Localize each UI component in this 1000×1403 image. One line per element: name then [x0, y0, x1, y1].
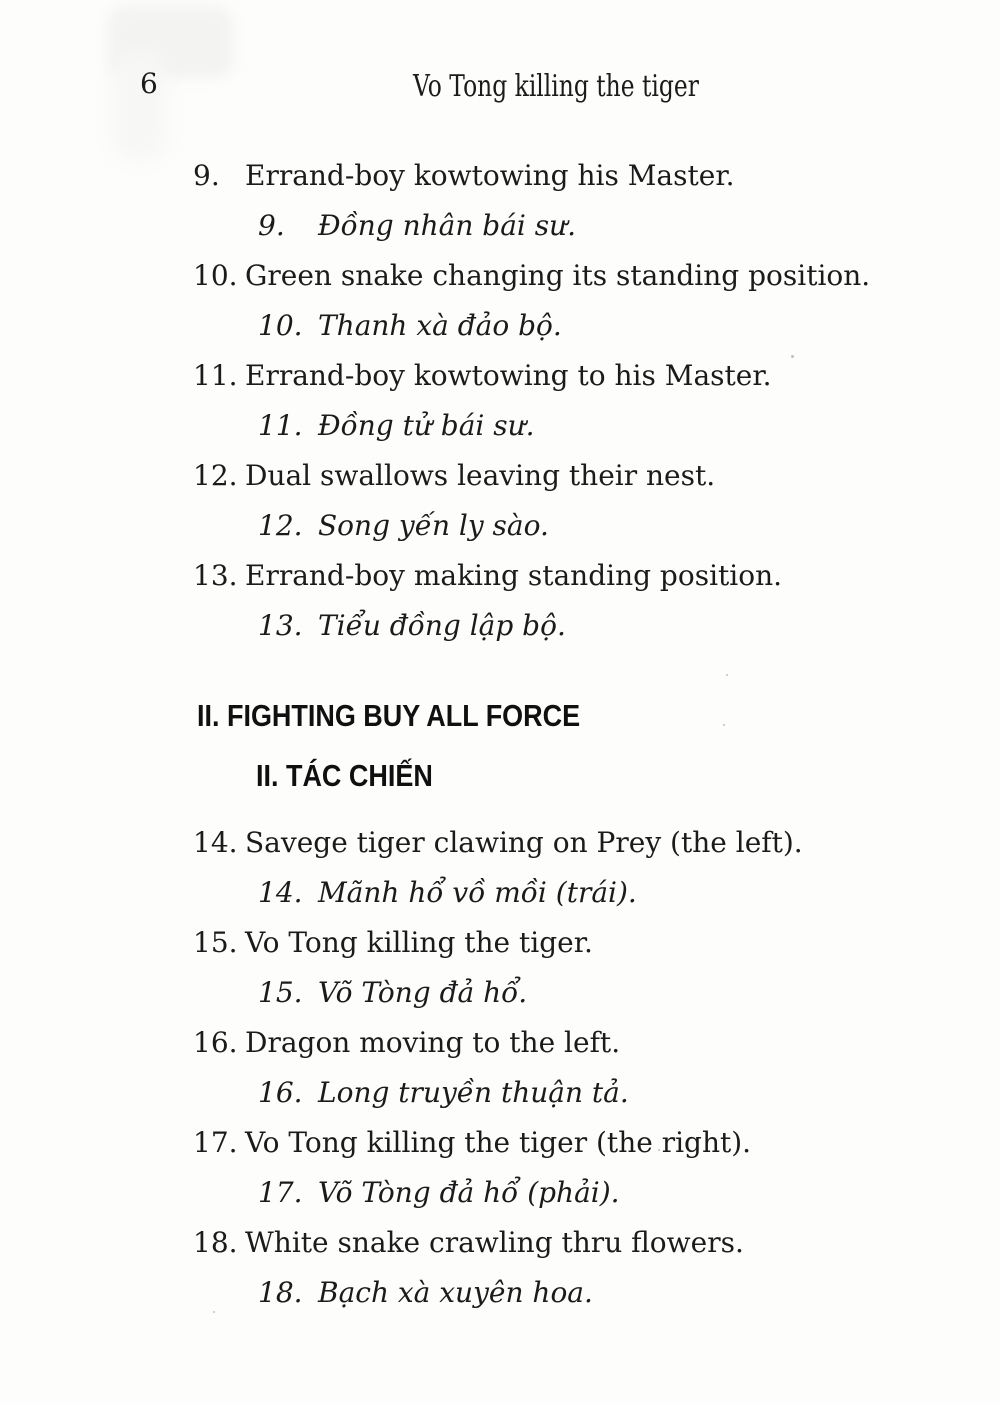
item-text-en: Errand-boy kowtowing his Master.	[245, 159, 735, 192]
item-number-vi: 9.	[258, 209, 285, 242]
item-number-en: 11.	[193, 359, 238, 392]
item-number-en: 14.	[193, 826, 238, 859]
item-number-vi: 10.	[258, 309, 303, 342]
item-text-vi: Võ Tòng đả hổ.	[318, 976, 528, 1009]
item-number-vi: 15.	[258, 976, 303, 1009]
list-item	[0, 151, 1000, 251]
item-line-english	[0, 1018, 1000, 1068]
item-line-english	[0, 251, 1000, 301]
item-text-en: Errand-boy making standing position.	[245, 559, 783, 592]
item-text-vi: Bạch xà xuyên hoa.	[318, 1276, 593, 1309]
item-text-vi: Mãnh hổ vồ mồi (trái).	[318, 876, 637, 909]
item-line-vietnamese	[0, 501, 1000, 551]
list-item	[0, 451, 1000, 551]
list-item	[0, 351, 1000, 451]
list-item	[0, 1118, 1000, 1218]
item-line-vietnamese	[0, 968, 1000, 1018]
item-text-vi: Võ Tòng đả hổ (phải).	[318, 1176, 620, 1209]
item-line-vietnamese	[0, 868, 1000, 918]
item-text-en: Savege tiger clawing on Prey (the left).	[245, 826, 803, 859]
item-number-vi: 16.	[258, 1076, 303, 1109]
item-line-vietnamese	[0, 301, 1000, 351]
item-line-english	[0, 1118, 1000, 1168]
item-text-vi: Tiểu đồng lập bộ.	[318, 609, 566, 642]
item-number-en: 9.	[193, 159, 220, 192]
scan-speck	[726, 674, 728, 676]
item-line-vietnamese	[0, 401, 1000, 451]
list-item	[0, 818, 1000, 918]
item-line-vietnamese	[0, 1168, 1000, 1218]
list-item	[0, 1018, 1000, 1118]
running-header: Vo Tong killing the tiger	[413, 69, 699, 104]
section-heading-en: II. FIGHTING BUY ALL FORCE	[197, 698, 581, 733]
item-number-vi: 17.	[258, 1176, 303, 1209]
item-number-vi: 18.	[258, 1276, 303, 1309]
item-number-en: 16.	[193, 1026, 238, 1059]
item-text-en: White snake crawling thru flowers.	[245, 1226, 744, 1259]
item-text-en: Dual swallows leaving their nest.	[245, 459, 716, 492]
item-number-en: 15.	[193, 926, 238, 959]
list-item	[0, 251, 1000, 351]
item-number-en: 12.	[193, 459, 238, 492]
item-text-en: Vo Tong killing the tiger.	[245, 926, 593, 959]
list-item	[0, 551, 1000, 651]
scan-speck	[723, 724, 725, 726]
item-text-vi: Song yến ly sào.	[318, 509, 549, 542]
section-heading-vi: II. TÁC CHIẾN	[256, 758, 433, 793]
item-text-vi: Đồng nhân bái sư.	[318, 209, 577, 242]
item-line-english	[0, 918, 1000, 968]
item-line-english	[0, 1218, 1000, 1268]
item-text-en: Vo Tong killing the tiger (the right).	[245, 1126, 752, 1159]
item-line-english	[0, 818, 1000, 868]
item-text-en: Green snake changing its standing position.	[245, 259, 871, 292]
item-line-vietnamese	[0, 1268, 1000, 1318]
item-number-en: 13.	[193, 559, 238, 592]
item-number-vi: 11.	[258, 409, 303, 442]
item-number-en: 17.	[193, 1126, 238, 1159]
item-text-vi: Đồng tử bái sư.	[318, 409, 535, 442]
item-line-english	[0, 451, 1000, 501]
list-item	[0, 918, 1000, 1018]
item-number-vi: 13.	[258, 609, 303, 642]
item-line-vietnamese	[0, 1068, 1000, 1118]
item-text-en: Errand-boy kowtowing to his Master.	[245, 359, 772, 392]
item-line-english	[0, 151, 1000, 201]
page-number: 6	[140, 67, 158, 100]
item-text-vi: Thanh xà đảo bộ.	[318, 309, 562, 342]
item-number-en: 18.	[193, 1226, 238, 1259]
technique-list-part-2	[0, 818, 1000, 1318]
technique-list-part-1	[0, 151, 1000, 651]
item-line-english	[0, 351, 1000, 401]
item-line-vietnamese	[0, 201, 1000, 251]
item-text-en: Dragon moving to the left.	[245, 1026, 621, 1059]
item-number-vi: 12.	[258, 509, 303, 542]
item-line-vietnamese	[0, 601, 1000, 651]
list-item	[0, 1218, 1000, 1318]
item-number-en: 10.	[193, 259, 238, 292]
item-number-vi: 14.	[258, 876, 303, 909]
item-text-vi: Long truyền thuận tả.	[318, 1076, 629, 1109]
item-line-english	[0, 551, 1000, 601]
